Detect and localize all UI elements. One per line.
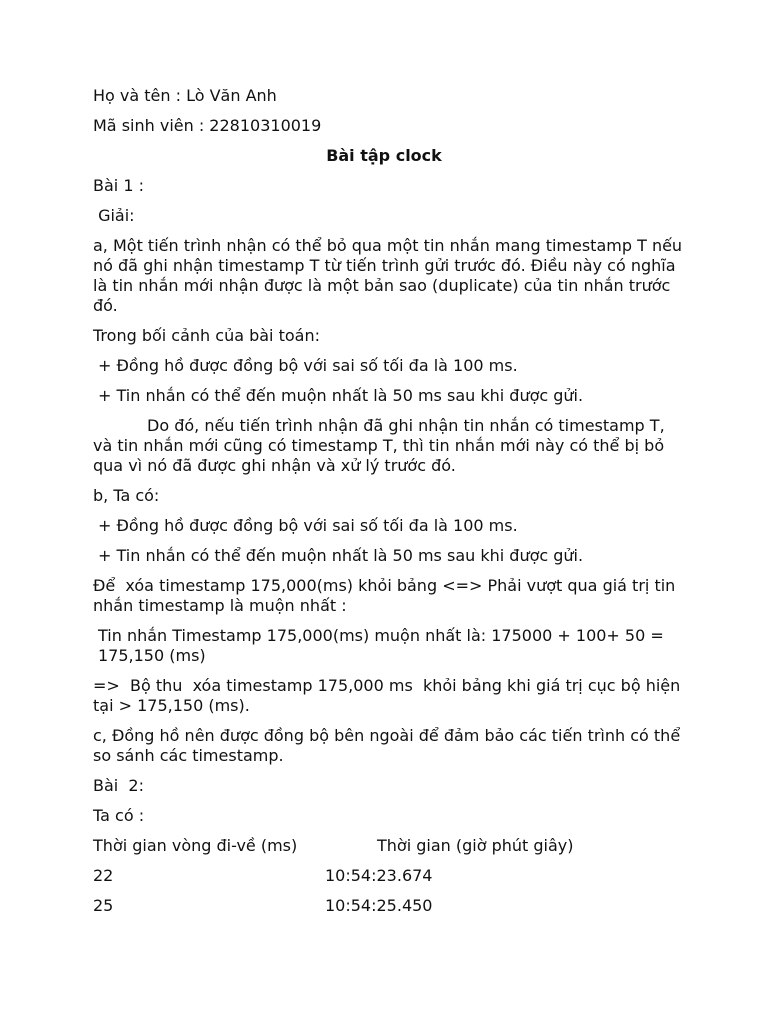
col-header-time: Thời gian (giờ phút giây) [377, 836, 574, 855]
bai1-bullet-1: + Đồng hồ được đồng bộ với sai số tối đa là 100 ms. [98, 356, 518, 375]
time-cell: 10:54:25.450 [325, 896, 433, 915]
bai1-result: => Bộ thu xóa timestamp 175,000 ms khỏi bảng khi giá trị cục bộ hiện tại > 175,150 (ms). [93, 676, 686, 715]
bai1-bullet-2: + Tin nhắn có thể đến muộn nhất là 50 ms sau khi được gửi. [98, 386, 584, 405]
time-cell: 10:54:23.674 [325, 866, 433, 885]
bai1-latest-calc: Tin nhắn Timestamp 175,000(ms) muộn nhất là: 175000 + 100+ 50 = 175,150 (ms) [98, 626, 664, 665]
table-row [93, 896, 683, 916]
bai1-bullet-3: + Đồng hồ được đồng bộ với sai số tối đa là 100 ms. [98, 516, 518, 535]
bai1-part-b: b, Ta có: [93, 486, 160, 505]
bai2-heading: Bài 2: [93, 776, 144, 795]
student-id: Mã sinh viên : 22810310019 [93, 116, 322, 135]
bai2-ta-co: Ta có : [93, 806, 145, 825]
bai1-remove-statement: Để xóa timestamp 175,000(ms) khỏi bảng <=> Phải vượt qua giá trị tin nhắn timestamp là muộn nhất : [93, 576, 681, 615]
document-title: Bài tập clock [326, 146, 442, 165]
student-name: Họ và tên : Lò Văn Anh [93, 86, 277, 105]
col-header-roundtrip: Thời gian vòng đi-về (ms) [93, 836, 298, 855]
table-row [93, 866, 683, 886]
roundtrip-cell: 22 [93, 866, 114, 885]
document-page [93, 86, 686, 926]
bai1-part-c: c, Đồng hồ nên được đồng bộ bên ngoài để đảm bảo các tiến trình có thể so sánh các timestamp. [93, 726, 681, 765]
bai1-context: Trong bối cảnh của bài toán: [93, 326, 320, 345]
bai1-heading: Bài 1 : [93, 176, 144, 195]
bai1-conclusion-a: Do đó, nếu tiến trình nhận đã ghi nhận tin nhắn có timestamp T, và tin nhắn mới cũng có timestamp T, thì tin nhắn mới này có thể bị bỏ qua vì nó đã được ghi nhận và xử lý trước đó. [93, 416, 665, 475]
bai2-table-header [93, 836, 683, 856]
bai1-bullet-4: + Tin nhắn có thể đến muộn nhất là 50 ms sau khi được gửi. [98, 546, 584, 565]
roundtrip-cell: 25 [93, 896, 114, 915]
bai1-part-a: a, Một tiến trình nhận có thể bỏ qua một tin nhắn mang timestamp T nếu nó đã ghi nhận timestamp T từ tiến trình gửi trước đó. Điều này có nghĩa là tin nhắn mới nhận được là một bản sao (duplicate) của tin nhắn trước đó. [93, 236, 683, 315]
bai1-giai: Giải: [93, 206, 135, 225]
